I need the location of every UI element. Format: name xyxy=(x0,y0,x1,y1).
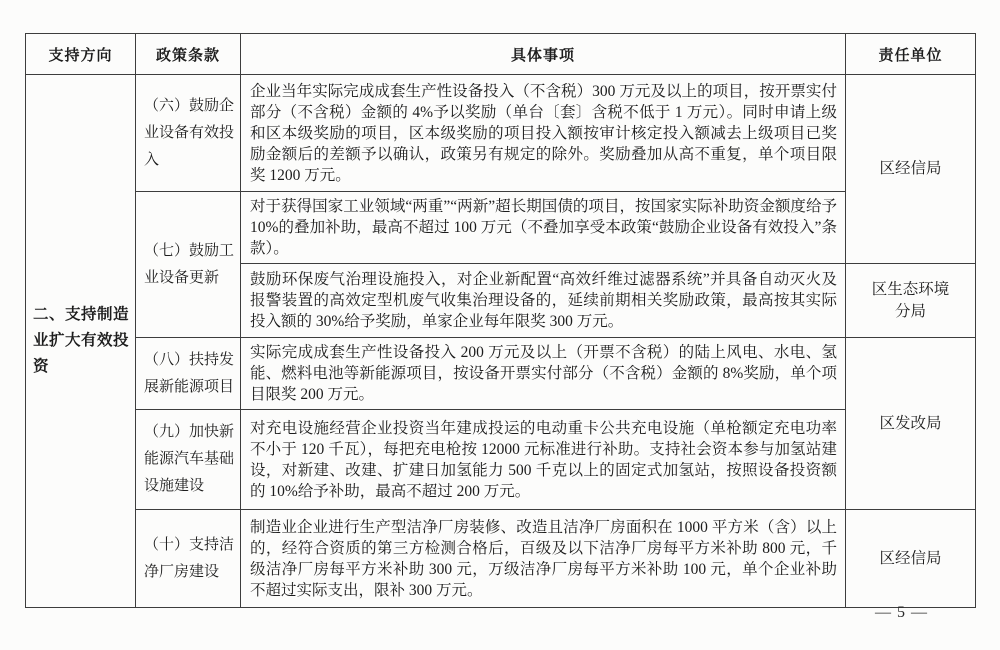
clause-cell-10: （十）支持洁净厂房建设 xyxy=(136,510,241,608)
detail-cell-10: 制造业企业进行生产型洁净厂房装修、改造且洁净厂房面积在 1000 平方米（含）以上的，经符合资质的第三方检测合格后，百级及以下洁净厂房每平方米补助 800 元，千级洁净厂房每平方米补助 300 元，万级洁净厂房每平方米补助 100 元，单个企业补助不超过实际支出，限补 300 万元。 xyxy=(241,510,846,608)
detail-cell-8: 实际完成成套生产性设备投入 200 万元及以上（开票不含税）的陆上风电、水电、氢能、燃料电池等新能源项目，按设备开票实付部分（不含税）金额的 8%奖励，单个项目限奖 200 万元。 xyxy=(241,338,846,410)
detail-cell-7b: 鼓励环保废气治理设施投入，对企业新配置“高效纤维过滤器系统”并具备自动灭火及报警装置的高效定型机废气收集治理设备的，延续前期相关奖励政策，最高按其实际投入额的 30%给予奖励，单家企业每年限奖 300 万元。 xyxy=(241,264,846,338)
unit-cell-shengtai: 区生态环境分局 xyxy=(846,264,976,338)
detail-cell-7a: 对于获得国家工业领域“两重”“两新”超长期国债的项目，按国家实际补助资金额度给予 10%的叠加补助，最高不超过 100 万元（不叠加享受本政策“鼓励企业设备有效投入”条款）。 xyxy=(241,192,846,264)
table-row xyxy=(26,192,976,264)
table-header-row xyxy=(26,34,976,75)
header-support-direction: 支持方向 xyxy=(26,34,136,75)
page-number: — 5 — xyxy=(875,604,928,621)
table-row xyxy=(26,510,976,608)
unit-cell-jingxin-2: 区经信局 xyxy=(846,510,976,608)
detail-cell-9: 对充电设施经营企业投资当年建成投运的电动重卡公共充电设施（单枪额定充电功率不小于 120 千瓦），每把充电枪按 12000 元标准进行补助。支持社会资本参与加氢站建设，对新建、改建、扩建日加氢能力 500 千克以上的固定式加氢站，按照设备投资额的 10%给予补助，最高不超过 200 万元。 xyxy=(241,410,846,510)
unit-cell-fagai: 区发改局 xyxy=(846,338,976,510)
clause-cell-9: （九）加快新能源汽车基础设施建设 xyxy=(136,410,241,510)
table-row xyxy=(26,75,976,192)
clause-cell-7: （七）鼓励工业设备更新 xyxy=(136,192,241,338)
clause-cell-8: （八）扶持发展新能源项目 xyxy=(136,338,241,410)
table-row xyxy=(26,338,976,410)
detail-cell-6: 企业当年实际完成成套生产性设备投入（不含税）300 万元及以上的项目，按开票实付部分（不含税）金额的 4%予以奖励（单台〔套〕含税不低于 1 万元）。同时申请上级和区本级奖励的项目，区本级奖励的项目投入额按审计核定投入额减去上级项目已奖励金额后的差额予以确认，政策另有规定的除外。奖励叠加从高不重复，单个项目限奖 1200 万元。 xyxy=(241,75,846,192)
unit-cell-jingxin-1: 区经信局 xyxy=(846,75,976,264)
policy-table xyxy=(25,33,976,608)
clause-cell-6: （六）鼓励企业设备有效投入 xyxy=(136,75,241,192)
header-specific-items: 具体事项 xyxy=(241,34,846,75)
header-policy-clause: 政策条款 xyxy=(136,34,241,75)
table-row xyxy=(26,410,976,510)
support-direction-cell: 二、支持制造业扩大有效投资 xyxy=(26,75,136,608)
header-responsible-unit: 责任单位 xyxy=(846,34,976,75)
